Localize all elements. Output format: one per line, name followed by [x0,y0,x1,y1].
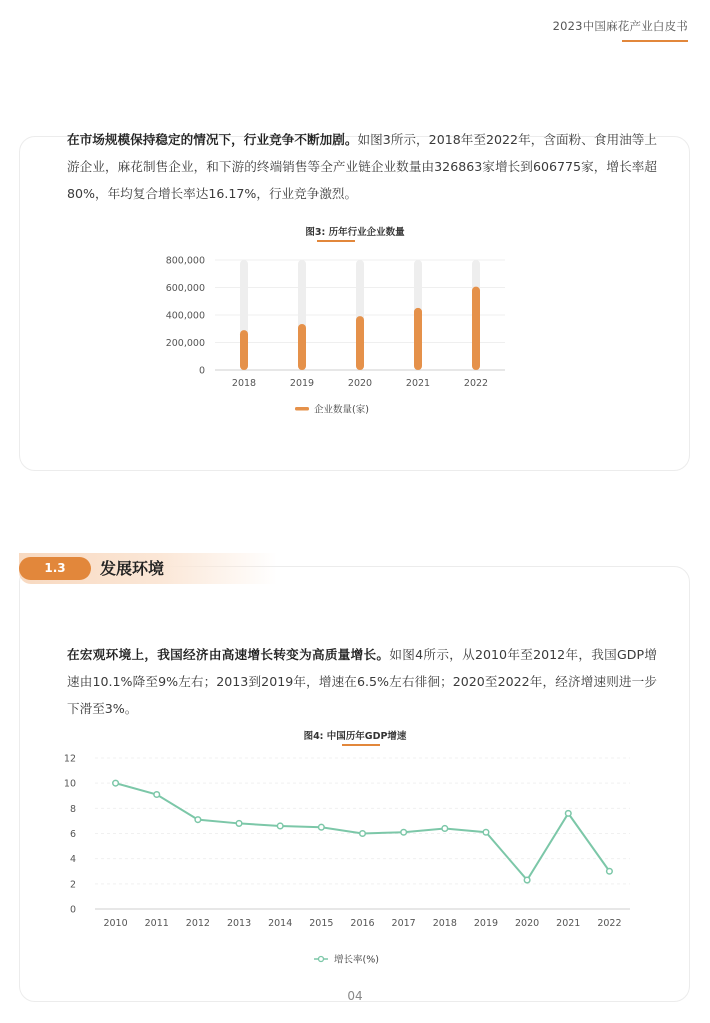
data-point [401,829,407,835]
data-point [524,877,530,883]
y-tick-label: 600,000 [165,283,205,294]
chart-4-title: 图4: 中国历年GDP增速 [303,731,407,742]
chart-4-title-underline [342,744,380,746]
data-point [154,792,160,798]
x-tick-label: 2021 [556,918,581,929]
chart-3-title: 图3: 历年行业企业数量 [305,227,405,238]
header-underline [622,40,688,42]
x-tick-label: 2015 [309,918,334,929]
paragraph-bold-lead: 在市场规模保持稳定的情况下，行业竞争不断加剧。 [67,132,358,147]
x-tick-label: 2021 [405,378,431,389]
x-tick-label: 2019 [473,918,499,929]
y-tick-label: 0 [69,904,76,916]
x-tick-label: 2012 [185,918,210,929]
paragraph-macro-environment [67,641,657,722]
bar [240,330,248,370]
section-number-badge: 1.3 [19,557,91,580]
paragraph-body: 如图3所示，2018年至2022年，含面粉、食用油等上游企业，麻花制售企业，和下游的终端销售等全产业链企业数量由326863家增长到606775家，增长率超80%，年均复合增长率达16.17%，行业竞争激烈。 [67,132,657,201]
x-tick-label: 2014 [268,918,293,929]
data-point [442,826,448,832]
y-tick-label: 12 [63,753,76,765]
y-tick-label: 4 [69,854,76,866]
chart-3-title-underline [317,240,355,242]
bar [298,324,306,370]
data-point [483,829,489,835]
y-tick-label: 0 [198,365,205,377]
legend-label: 企业数量(家) [314,404,369,416]
x-tick-label: 2018 [231,378,257,389]
bar [356,316,364,370]
data-point [195,817,201,823]
paragraph-bold-lead: 在宏观环境上，我国经济由高速增长转变为高质量增长。 [67,647,390,662]
section-title: 发展环境 [100,559,165,578]
y-tick-label: 8 [69,803,76,815]
paragraph-industry-competition [67,126,657,207]
x-tick-label: 2022 [463,378,489,389]
y-tick-label: 10 [63,778,76,790]
legend-label: 增长率(%) [334,954,379,966]
x-tick-label: 2019 [289,378,315,389]
data-point [319,824,325,830]
x-tick-label: 2017 [391,918,416,929]
data-point [607,868,613,874]
data-point [565,811,571,817]
bar-chart-enterprise-count [150,248,520,423]
y-tick-label: 6 [69,829,76,840]
data-point [360,831,366,837]
page-header-title: 2023中国麻花产业白皮书 [552,19,688,33]
x-tick-label: 2020 [515,918,540,929]
y-tick-label: 200,000 [165,338,205,349]
data-point [236,821,242,827]
paragraph-body: 如图4所示，从2010年至2012年，我国GDP增速由10.1%降至9%左右；2013到2019年，增速在6.5%左右徘徊；2020至2022年，经济增速则进一步下滑至3%。 [67,647,657,716]
x-tick-label: 2013 [226,918,252,929]
legend-marker [319,957,324,962]
y-tick-label: 800,000 [165,255,205,267]
x-tick-label: 2022 [597,918,622,929]
x-tick-label: 2011 [144,918,169,929]
x-tick-label: 2020 [347,378,373,389]
data-point [277,823,283,829]
data-point [113,780,119,786]
y-tick-label: 400,000 [165,310,205,322]
bar [414,308,422,370]
section-header-1-3 [19,553,277,584]
page-number: 04 [347,989,363,1003]
x-tick-label: 2016 [350,918,375,929]
x-tick-label: 2010 [103,918,128,929]
y-tick-label: 2 [69,879,76,891]
x-tick-label: 2018 [432,918,457,929]
bar [472,287,480,370]
legend-swatch [295,407,309,411]
line-chart-gdp-growth [55,748,655,973]
